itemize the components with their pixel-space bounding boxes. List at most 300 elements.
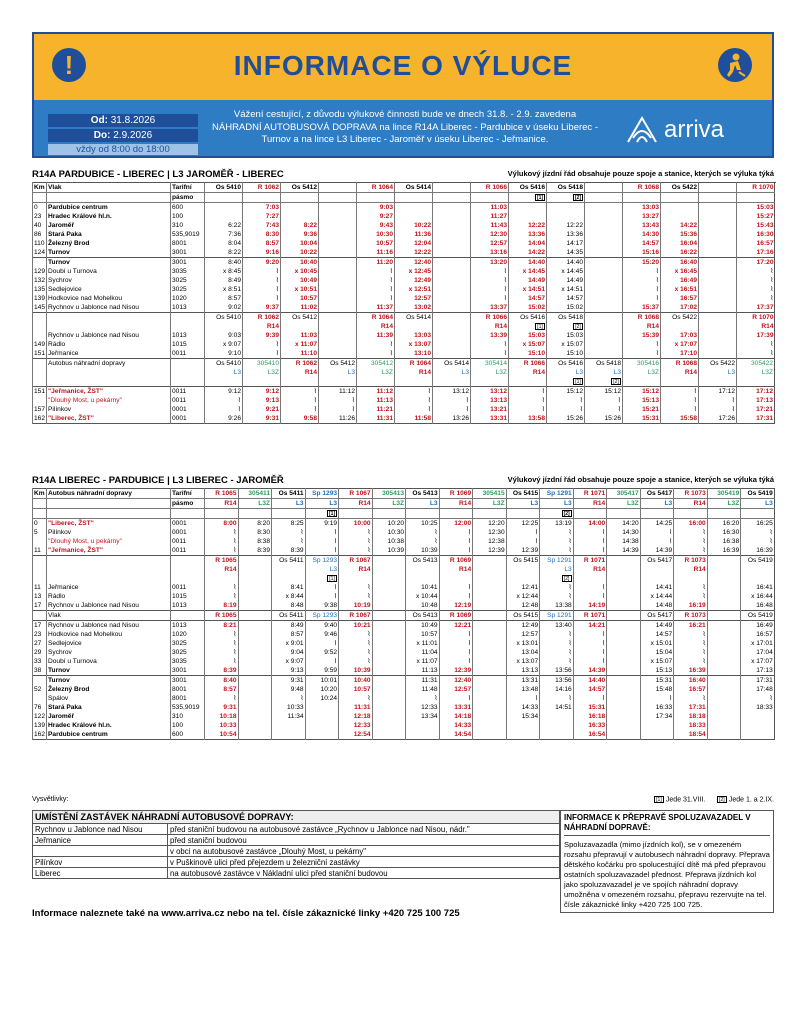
table-cell: ⌇ (339, 537, 373, 546)
table-row (33, 248, 775, 258)
table-cell: ⌇ (243, 267, 281, 276)
table-cell: R 1073 (674, 489, 708, 499)
table-cell: 11:10 (281, 349, 319, 359)
table-cell: 16:48 (741, 601, 775, 611)
table-cell (243, 377, 281, 387)
table-cell: 305419 (707, 489, 741, 499)
table-cell (205, 574, 239, 583)
table-cell (238, 592, 272, 601)
table-cell: ⌇ (506, 694, 540, 703)
table-cell (171, 322, 205, 331)
table-cell (473, 648, 507, 657)
table-cell: Os 5419 (741, 489, 775, 499)
station-cell: Doubí u Turnova (47, 657, 171, 666)
table-cell: 14:48 (640, 601, 674, 611)
table-row (33, 666, 775, 676)
stops-row (33, 868, 560, 879)
table-cell: ⌇ (547, 405, 585, 414)
table-cell (506, 574, 540, 583)
table-cell: 9:36 (281, 230, 319, 239)
table-cell: ⌇ (623, 294, 661, 303)
table-cell: 9:02 (205, 303, 243, 313)
table-row (33, 258, 775, 268)
table-cell: 16:21 (674, 621, 708, 631)
table-cell: 8:04 (205, 239, 243, 248)
table-cell (707, 601, 741, 611)
table-cell (509, 377, 547, 387)
table-cell: 8:41 (272, 583, 306, 592)
table-cell: 162 (34, 731, 46, 738)
table-cell: 14:30 (607, 528, 641, 537)
table-cell (433, 193, 471, 203)
table-cell (473, 621, 507, 631)
table-cell (699, 258, 737, 268)
table-cell (607, 556, 641, 566)
table-cell: 9:59 (305, 666, 339, 676)
table-row (33, 377, 775, 387)
table-cell: 11:21 (357, 405, 395, 414)
table-cell: 15:37 (623, 303, 661, 313)
table-row (33, 601, 775, 611)
table-cell: 0011 (171, 349, 205, 359)
table-cell: 27 (33, 639, 47, 648)
table-cell: 38 (33, 666, 47, 676)
table-cell (699, 285, 737, 294)
table-cell (473, 712, 507, 721)
table-cell (699, 322, 737, 331)
table-cell: 10:22 (395, 221, 433, 230)
table-cell: L3 (506, 499, 540, 509)
table-cell: ⌇ (305, 592, 339, 601)
table-cell: 13:26 (433, 414, 471, 424)
table-cell: ⌇ (205, 694, 239, 703)
table-cell: ⌇ (540, 592, 574, 601)
table-cell: L3Z (357, 368, 395, 377)
table-cell: 3025 (171, 639, 205, 648)
table-cell: 12:57 (395, 294, 433, 303)
table-cell: x 10:51 (281, 285, 319, 294)
station-cell: Rádlo (47, 592, 171, 601)
station-cell: Hodkovice nad Mohelkou (47, 630, 171, 639)
table-cell (707, 556, 741, 566)
table-cell: 13:19 (540, 519, 574, 529)
table-cell: ⌇ (623, 267, 661, 276)
table-cell: Os 5410 (205, 359, 243, 369)
table-cell (238, 666, 272, 676)
table-cell: ⌇ (272, 694, 306, 703)
table-cell: Os 5419 (741, 611, 775, 621)
table-cell: ⌇ (205, 592, 239, 601)
table-cell: 10:22 (281, 248, 319, 258)
day-marker: [1] (327, 575, 337, 582)
table-cell: 13:39 (471, 331, 509, 340)
day-marker: [2] (573, 323, 583, 330)
table-cell: ⌇ (540, 639, 574, 648)
table-cell: x 15:01 (640, 639, 674, 648)
table-cell: 11:04 (406, 648, 440, 657)
table-cell: ⌇ (741, 694, 775, 703)
table-cell: 15:03 (737, 203, 775, 213)
table-cell (473, 666, 507, 676)
table-row (33, 639, 775, 648)
table-cell: ⌇ (243, 349, 281, 359)
table-cell (473, 685, 507, 694)
table-row (33, 685, 775, 694)
table-cell (473, 703, 507, 712)
table-cell (707, 621, 741, 631)
table-cell: R 1073 (674, 556, 708, 566)
table-cell: R 1071 (573, 556, 607, 566)
table-cell (238, 583, 272, 592)
table-cell: 16:40 (674, 676, 708, 686)
table-cell: 13:03 (395, 331, 433, 340)
table-cell: L3Z (607, 499, 641, 509)
table-cell: Os 5411 (272, 556, 306, 566)
section1-heading: R14A PARDUBICE - LIBEREC | L3 JAROMĚŘ - LIBEREC Výlukový jízdní řád obsahuje pouze spoje a stanice, kterých se výluka týká (32, 169, 774, 180)
table-cell: 17:13 (737, 396, 775, 405)
table-cell: 135 (34, 286, 46, 293)
table-cell: ⌇ (205, 528, 239, 537)
day-marker: [2] (562, 575, 572, 582)
table-cell: 10:49 (406, 621, 440, 631)
table-cell: 8001 (171, 239, 205, 248)
table-cell: 9:20 (243, 258, 281, 268)
table-cell: 15:31 (640, 676, 674, 686)
station-cell: Spálov (47, 694, 171, 703)
table-cell: ⌇ (573, 537, 607, 546)
table-cell (473, 730, 507, 740)
table-cell: 3035 (171, 267, 205, 276)
table-cell (319, 239, 357, 248)
table-cell: ⌇ (471, 276, 509, 285)
table-cell: ⌇ (471, 285, 509, 294)
table-cell (171, 556, 205, 566)
table-cell (707, 694, 741, 703)
table-cell: ⌇ (737, 285, 775, 294)
table-cell (272, 565, 306, 574)
table-cell: L3 (406, 499, 440, 509)
table-cell: ⌇ (272, 537, 306, 546)
table-cell: 16:04 (661, 239, 699, 248)
table-cell: ⌇ (357, 285, 395, 294)
table-cell: 11:03 (281, 331, 319, 340)
table-cell (699, 276, 737, 285)
table-cell (506, 730, 540, 740)
table-cell: 10:33 (205, 721, 239, 730)
table-cell: 0011 (171, 583, 205, 592)
table-cell (573, 509, 607, 519)
table-cell: 18:54 (674, 730, 708, 740)
table-cell (205, 509, 239, 519)
station-cell: Turnov (47, 666, 171, 676)
table-cell: 5 (33, 528, 47, 537)
table-row (33, 676, 775, 686)
table-cell (585, 230, 623, 239)
table-cell: ⌇ (439, 630, 473, 639)
table-cell: 16:39 (707, 546, 741, 556)
table-cell: 3001 (171, 666, 205, 676)
station-cell (47, 574, 171, 583)
table-cell (607, 694, 641, 703)
table-cell: R14 (471, 322, 509, 331)
table-cell (439, 574, 473, 583)
table-cell: R 1068 (623, 183, 661, 193)
table-cell: 13:16 (471, 248, 509, 258)
table-cell: ⌇ (439, 546, 473, 556)
table-cell (171, 611, 205, 621)
table-row (33, 611, 775, 621)
table-cell (238, 657, 272, 666)
table-cell (33, 377, 47, 387)
table-row (33, 359, 775, 369)
table-cell: ⌇ (305, 583, 339, 592)
table-cell: 535,9019 (171, 703, 205, 712)
table-cell (547, 203, 585, 213)
table-cell: 9:40 (305, 621, 339, 631)
table-cell: 13:34 (406, 712, 440, 721)
table-cell: ⌇ (741, 537, 775, 546)
table-row (33, 294, 775, 303)
table-cell: x 14:44 (640, 592, 674, 601)
table-cell (473, 657, 507, 666)
table-cell (509, 203, 547, 213)
table-cell: 16:49 (741, 621, 775, 631)
table-row (33, 387, 775, 397)
table-cell: ⌇ (243, 285, 281, 294)
station-cell: Pardubice centrum (47, 730, 171, 740)
table-cell: 11:02 (281, 303, 319, 313)
table-cell: 9:48 (272, 685, 306, 694)
arriva-logo (624, 116, 764, 144)
table-cell (281, 193, 319, 203)
table-cell (372, 657, 406, 666)
station-cell: "Jeřmanice, ŽST" (47, 546, 171, 556)
table-cell: 13:02 (395, 303, 433, 313)
table-cell: Os 5419 (741, 556, 775, 566)
table-cell: ⌇ (272, 528, 306, 537)
table-cell: ⌇ (573, 528, 607, 537)
table-cell: 16:30 (707, 528, 741, 537)
table-cell: 1013 (171, 303, 205, 313)
table-cell: R14 (281, 368, 319, 377)
station-cell: "Dlouhý Most, u pekárny" (47, 396, 171, 405)
table-cell (395, 377, 433, 387)
table-cell (661, 193, 699, 203)
table-cell: Os 5418 (547, 313, 585, 323)
table-cell: 13:43 (623, 221, 661, 230)
table-cell (573, 574, 607, 583)
table-cell (319, 203, 357, 213)
table-cell (33, 396, 47, 405)
table-cell: 305413 (372, 489, 406, 499)
table-row (33, 340, 775, 349)
table-cell (607, 583, 641, 592)
table-cell (372, 703, 406, 712)
table-cell: L3Z (707, 499, 741, 509)
contact-info: Informace naleznete také na www.arriva.cz nebo na tel. čísle zákaznické linky +420 725 100 725 (32, 908, 460, 919)
luggage-info-text: Spoluzavazadla (mimo jízdních kol), se v omezeném rozsahu přepravují v autobusech náhradní dopravy. Přeprava dětského kočárku pro spolucestující dítě má před přepravou ostatních spoluzavazadel přednost. Přeprava jízdních kol jako spoluzavazadel je ve spojích náhradní dopravy umožněna v omezeném rozsahu, přepravu rezervujte na tel. čísle zákaznické linky +420 725 100 725. (564, 840, 770, 909)
table-cell: ⌇ (540, 657, 574, 666)
table-cell (171, 368, 205, 377)
table-cell: x 14:51 (509, 285, 547, 294)
table-cell: Tarifní (171, 183, 205, 193)
table-cell: 1013 (171, 601, 205, 611)
table-cell: 8:00 (205, 519, 239, 529)
table-cell: Os 5414 (395, 313, 433, 323)
table-cell: Os 5422 (661, 313, 699, 323)
table-cell: x 15:07 (509, 340, 547, 349)
table-cell: Sp 1291 (540, 611, 574, 621)
table-cell: 1013 (171, 331, 205, 340)
station-cell: Jeřmanice (47, 583, 171, 592)
table-cell: 11:16 (357, 248, 395, 258)
table-cell: 7:43 (243, 221, 281, 230)
table-cell: 9:03 (357, 203, 395, 213)
table-cell: R 1066 (471, 313, 509, 323)
table-cell (319, 322, 357, 331)
table-cell: L3 (305, 499, 339, 509)
table-cell (607, 592, 641, 601)
table-cell: 7:36 (205, 230, 243, 239)
table-cell (540, 730, 574, 740)
table-cell: R 1062 (243, 183, 281, 193)
table-cell: ⌇ (737, 267, 775, 276)
table-cell (741, 721, 775, 730)
table-cell: 16:54 (573, 730, 607, 740)
table-cell: 8:39 (205, 666, 239, 676)
station-cell (47, 313, 171, 323)
table-cell: R14 (439, 565, 473, 574)
table-cell: 9:31 (243, 414, 281, 424)
table-cell: L3 (699, 368, 737, 377)
table-cell: 9:52 (305, 648, 339, 657)
table-cell: 11:31 (357, 414, 395, 424)
table-cell: 9:21 (243, 405, 281, 414)
table-cell: Os 5415 (506, 489, 540, 499)
table-cell (607, 648, 641, 657)
table-cell: 14:51 (540, 703, 574, 712)
table-cell: 0001 (171, 405, 205, 414)
table-cell: 100 (171, 212, 205, 221)
table-cell: 15:12 (585, 387, 623, 397)
table-cell (607, 601, 641, 611)
table-cell: 76 (33, 703, 47, 712)
table-cell: ⌇ (406, 528, 440, 537)
table-cell (699, 203, 737, 213)
table-cell: x 8:51 (205, 285, 243, 294)
table-cell (607, 657, 641, 666)
stop-name: Pilínkov (33, 857, 168, 868)
table-cell: 10:24 (305, 694, 339, 703)
table-row (33, 276, 775, 285)
table-cell (607, 565, 641, 574)
table-cell: ⌇ (305, 537, 339, 546)
table-cell (607, 509, 641, 519)
station-cell: Autobus náhradní dopravy (47, 489, 171, 499)
table-cell: R 1065 (205, 611, 239, 621)
table-cell: ⌇ (339, 583, 373, 592)
table-cell: ⌇ (339, 546, 373, 556)
station-cell: Hradec Králové hl.n. (47, 212, 171, 221)
table-cell: 11:26 (319, 414, 357, 424)
table-cell: 14:49 (547, 276, 585, 285)
table-cell (372, 676, 406, 686)
table-row (33, 322, 775, 331)
table-cell: x 10:45 (281, 267, 319, 276)
table-cell: ⌇ (471, 349, 509, 359)
table-cell: 14:39 (607, 546, 641, 556)
table-cell: 8:39 (272, 546, 306, 556)
table-cell: Os 5412 (281, 183, 319, 193)
table-cell (699, 183, 737, 193)
date-from: Od: 31.8.2026 (48, 114, 198, 127)
table-cell: Tarifní (171, 489, 205, 499)
table-cell: 10:38 (372, 537, 406, 546)
table-cell: 10:19 (339, 601, 373, 611)
table-cell (33, 565, 47, 574)
table-cell: ⌇ (205, 405, 243, 414)
table-cell: ⌇ (439, 639, 473, 648)
table-cell (372, 694, 406, 703)
table-cell: 13:36 (547, 230, 585, 239)
day-marker: [1] (536, 194, 544, 201)
table-cell: 162 (34, 415, 46, 422)
table-cell (406, 730, 440, 740)
station-cell: Jaroměř (47, 712, 171, 721)
table-cell: ⌇ (573, 694, 607, 703)
table-cell (473, 565, 507, 574)
table-cell: 0 (33, 519, 47, 529)
table-cell: 9:13 (272, 666, 306, 676)
table-cell: L3 (319, 368, 357, 377)
table-row (33, 499, 775, 509)
table-cell: 13:36 (509, 230, 547, 239)
table-row (33, 405, 775, 414)
table-cell: 11 (33, 546, 47, 556)
table-cell: ⌇ (623, 349, 661, 359)
table-cell: ⌇ (674, 648, 708, 657)
table-cell (238, 630, 272, 639)
table-cell: R14 (339, 565, 373, 574)
table-cell: 14:21 (573, 621, 607, 631)
table-cell: ⌇ (439, 537, 473, 546)
table-cell: ⌇ (540, 528, 574, 537)
table-cell (238, 556, 272, 566)
table-cell: Os 5413 (406, 489, 440, 499)
table-cell: 11:13 (406, 666, 440, 676)
table-cell (319, 276, 357, 285)
table-cell: 9:43 (357, 221, 395, 230)
table-cell: ⌇ (339, 694, 373, 703)
table-cell: 14:54 (439, 730, 473, 740)
station-cell: Rychnov u Jablonce nad Nisou (47, 601, 171, 611)
table-cell (585, 212, 623, 221)
table-cell: 11:03 (471, 203, 509, 213)
table-cell: 9:12 (205, 387, 243, 397)
table-cell: 13:04 (506, 648, 540, 657)
table-cell: 17:13 (741, 666, 775, 676)
day-marker: [2] (611, 378, 621, 385)
table-cell: 14:57 (547, 294, 585, 303)
table-cell: ⌇ (357, 349, 395, 359)
table-cell: ⌇ (205, 396, 243, 405)
table-cell (699, 212, 737, 221)
table-cell: 17:04 (741, 648, 775, 657)
table-row (33, 621, 775, 631)
table-cell: 139 (34, 722, 46, 729)
table-cell (707, 611, 741, 621)
table-cell (585, 322, 623, 331)
